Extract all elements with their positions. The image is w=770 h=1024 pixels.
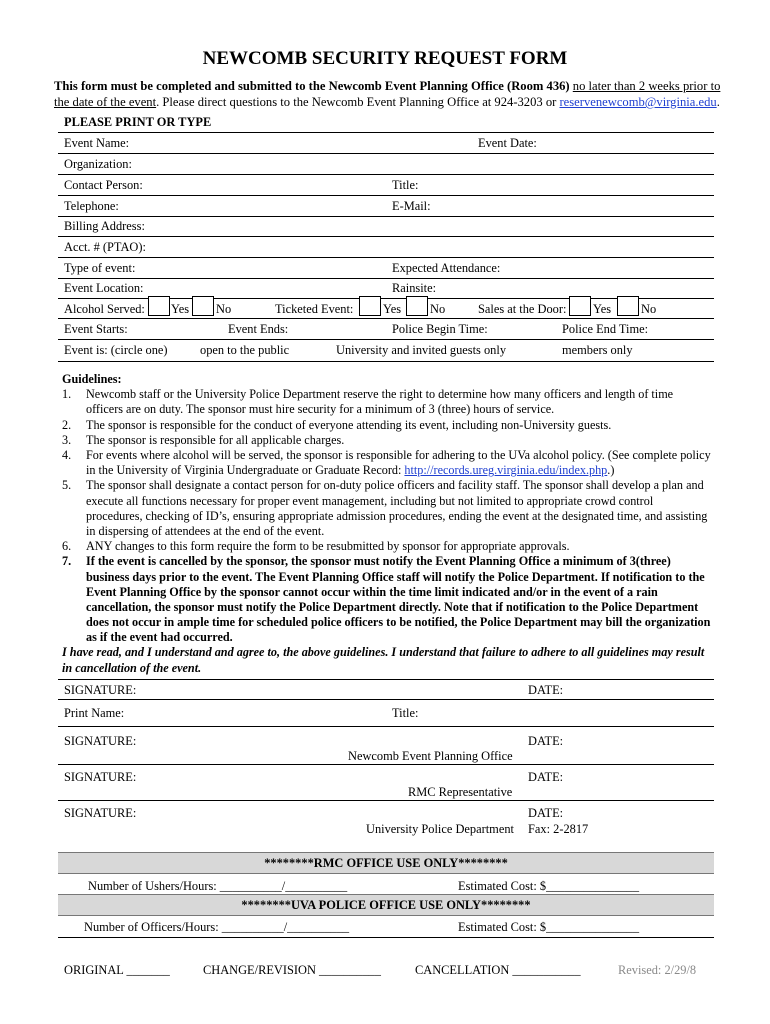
sales-yes-checkbox[interactable] [569, 296, 591, 316]
divider [58, 800, 714, 801]
signature-label: SIGNATURE: [64, 770, 137, 784]
police-office-use-header: ********UVA POLICE OFFICE USE ONLY******** [58, 894, 714, 916]
revised-date: Revised: 2/29/8 [618, 963, 697, 977]
email-link[interactable]: reservenewcomb@virginia.edu [559, 95, 717, 109]
divider [58, 699, 714, 700]
divider [58, 339, 714, 340]
guidelines-section [62, 372, 712, 646]
guideline-item: 6. ANY changes to this form require the form to be resubmitted by sponsor for appropriate approvals. [62, 539, 570, 554]
divider [58, 257, 714, 258]
cancellation-field[interactable]: CANCELLATION ___________ [415, 963, 581, 977]
option-university-guests[interactable]: University and invited guests only [336, 343, 507, 357]
sales-yes-label: Yes [593, 302, 612, 316]
contact-person-label: Contact Person: [64, 178, 143, 192]
ushers-hours-field[interactable]: Number of Ushers/Hours: __________/__________ [88, 879, 348, 893]
signature-label: SIGNATURE: [64, 734, 137, 748]
sales-no-label: No [641, 302, 657, 316]
police-estimated-cost-field[interactable]: Estimated Cost: $_______________ [458, 920, 640, 934]
ticketed-yes-label: Yes [383, 302, 402, 316]
ticketed-no-label: No [430, 302, 446, 316]
newcomb-office-caption: Newcomb Event Planning Office [348, 749, 513, 763]
ticketed-yes-checkbox[interactable] [359, 296, 381, 316]
date-label: DATE: [528, 683, 564, 697]
sales-at-door-label: Sales at the Door: [478, 302, 567, 316]
alcohol-no-checkbox[interactable] [192, 296, 214, 316]
fax-number: Fax: 2-2817 [528, 822, 589, 836]
divider [58, 726, 714, 727]
option-public[interactable]: open to the public [200, 343, 290, 357]
date-label: DATE: [528, 734, 564, 748]
guideline-item: 7. If the event is cancelled by the sponsor, the sponsor must notify the Event Planning Office a minimum of 3(three) business days prior to the event. The Event Planning Office staff will notify the Police Department. If notification to the Event Planning Office by the sponsor cannot occur within the time limit indicated and/or in the event of a rain cancellation, the sponsor must notify the Police Department directly. Note that if notification to the Police Department does not occur in ample time for scheduled police officers to be notified, the Police Department may bill the organization as if the event had occurred. [62, 554, 711, 645]
acct-label: Acct. # (PTAO): [64, 240, 146, 254]
date-label: DATE: [528, 806, 564, 820]
event-is-label: Event is: (circle one) [64, 343, 168, 357]
divider [58, 153, 714, 154]
divider [58, 236, 714, 237]
event-location-label: Event Location: [64, 281, 144, 295]
police-dept-caption: University Police Department [366, 822, 514, 836]
ticketed-event-label: Ticketed Event: [275, 302, 354, 316]
original-field[interactable]: ORIGINAL _______ [64, 963, 170, 977]
officers-hours-field[interactable]: Number of Officers/Hours: __________/__________ [84, 920, 350, 934]
guideline-item: 4. For events where alcohol will be served, the sponsor is responsible for adhering to the UVa alcohol policy. (See complete policy in the University of Virginia Undergraduate or Graduate Record: http://records.ureg.virginia.edu/index.php.) [62, 448, 711, 478]
signature-label: SIGNATURE: [64, 806, 137, 820]
signature-label: SIGNATURE: [64, 683, 137, 697]
guideline-item: 3. The sponsor is responsible for all applicable charges. [62, 432, 345, 447]
divider [58, 318, 714, 319]
guidelines-heading: Guidelines: [62, 372, 122, 386]
type-of-event-label: Type of event: [64, 261, 136, 275]
email-label: E-Mail: [392, 199, 431, 213]
sales-no-checkbox[interactable] [617, 296, 639, 316]
guideline-item: 2. The sponsor is responsible for the conduct of everyone attending its event, including non-University guests. [62, 417, 612, 432]
rmc-office-use-header: ********RMC OFFICE USE ONLY******** [58, 852, 714, 874]
divider [58, 679, 714, 680]
divider [58, 278, 714, 279]
intro-end: . [716, 95, 720, 109]
sig-title-label: Title: [392, 706, 419, 720]
records-link[interactable]: http://records.ureg.virginia.edu/index.php [404, 463, 608, 478]
rmc-estimated-cost-field[interactable]: Estimated Cost: $_______________ [458, 879, 640, 893]
event-ends-label: Event Ends: [228, 322, 289, 336]
telephone-label: Telephone: [64, 199, 119, 213]
print-name-label: Print Name: [64, 706, 125, 720]
divider [58, 195, 714, 196]
divider [58, 764, 714, 765]
organization-label: Organization: [64, 157, 132, 171]
page-title: NEWCOMB SECURITY REQUEST FORM [202, 48, 568, 69]
intro-paragraph [54, 78, 722, 110]
intro-middle: . Please direct questions to the Newcomb Event Planning Office at 924-3203 or [156, 95, 560, 109]
alcohol-yes-label: Yes [171, 302, 190, 316]
event-date-label: Event Date: [478, 136, 537, 150]
alcohol-yes-checkbox[interactable] [148, 296, 170, 316]
print-or-type-label: PLEASE PRINT OR TYPE [64, 115, 212, 129]
divider [58, 937, 714, 938]
police-end-label: Police End Time: [562, 322, 649, 336]
date-label: DATE: [528, 770, 564, 784]
change-revision-field[interactable]: CHANGE/REVISION __________ [203, 963, 381, 977]
intro-bold: This form must be completed and submitted to the Newcomb Event Planning Office (Room 436) [54, 79, 570, 93]
guideline-item: 5. The sponsor shall designate a contact person for on-duty police officers and facility staff. The sponsor shall develop a plan and execute all functions necessary for proper event management, including but not limited to appropriate crowd control procedures, checking of ID’s, ensuring appropriate admission procedures, ending the event at the designated time, and assisting in dispersing of attendees at the end of the event. [62, 478, 708, 539]
acknowledgement: I have read, and I understand and agree to, the above guidelines. I understand that failure to adhere to all guidelines may result in cancellation of the event. [62, 645, 705, 675]
expected-attendance-label: Expected Attendance: [392, 261, 501, 275]
ticketed-no-checkbox[interactable] [406, 296, 428, 316]
event-name-label: Event Name: [64, 136, 130, 150]
intro-deadline: no later than 2 weeks prior to the date of the event [54, 79, 721, 109]
billing-address-label: Billing Address: [64, 219, 145, 233]
police-begin-label: Police Begin Time: [392, 322, 488, 336]
alcohol-no-label: No [216, 302, 232, 316]
alcohol-served-label: Alcohol Served: [64, 302, 145, 316]
divider [58, 361, 714, 362]
title-label: Title: [392, 178, 419, 192]
divider [58, 132, 714, 133]
divider [58, 174, 714, 175]
rainsite-label: Rainsite: [392, 281, 437, 295]
option-members-only[interactable]: members only [562, 343, 633, 357]
guideline-item: 1. Newcomb staff or the University Police Department reserve the right to determine how many officers and length of time officers are on duty. The sponsor must hire security for a minimum of 3 (three) hours of service. [62, 387, 674, 417]
divider [58, 216, 714, 217]
event-starts-label: Event Starts: [64, 322, 128, 336]
rmc-representative-caption: RMC Representative [408, 785, 513, 799]
